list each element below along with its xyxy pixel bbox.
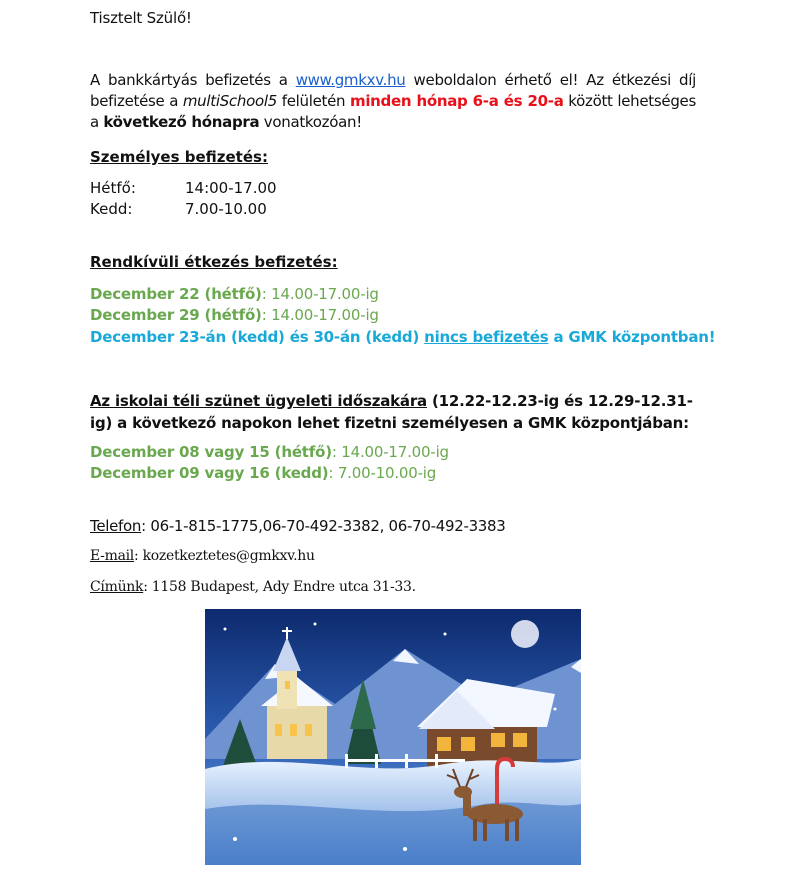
extra-payment-heading: Rendkívüli étkezés befizetés: [90, 253, 338, 271]
holiday-time: : 7.00-10.00-ig [328, 464, 437, 482]
holiday-date: December 09 vagy 16 (kedd) [90, 464, 329, 482]
schedule-time: 7.00-10.00 [185, 200, 267, 218]
extra-time: : 14.00-17.00-ig [261, 306, 379, 324]
extra-time: : 14.00-17.00-ig [261, 285, 379, 303]
intro-red-highlight: minden hónap 6-a és 20-a [349, 92, 564, 110]
website-link[interactable]: www.gmkxv.hu [295, 71, 406, 89]
address-label: Címünk [90, 579, 144, 595]
holiday-date-line [90, 464, 436, 482]
phone-value: : 06-1-815-1775,06-70-492-3382, 06-70-492-3383 [141, 517, 506, 535]
holiday-text: (12.22-12.23-ig és 12.29-12.31-ig) a következő napokon lehet fizetni személyesen a GMK központjában: [90, 392, 693, 432]
notice-text-2: a GMK központban! [548, 328, 716, 346]
holiday-paragraph [90, 390, 696, 434]
holiday-underlined: Az iskolai téli szünet ügyeleti időszakára [90, 392, 427, 410]
schedule-row [90, 179, 277, 197]
address-value: : 1158 Budapest, Ady Endre utca 31-33. [143, 579, 416, 595]
address-line [90, 579, 416, 595]
winter-village-picture [205, 609, 581, 865]
schedule-day: Hétfő: [90, 179, 136, 197]
intro-italic: multiSchool5 [182, 92, 277, 110]
intro-text-5: vonatkozóan! [259, 113, 362, 131]
notice-underlined: nincs befizetés [424, 328, 549, 346]
phone-label: Telefon [90, 517, 142, 535]
extra-date-line [90, 306, 379, 324]
holiday-date-line [90, 443, 449, 461]
email-label: E-mail [90, 548, 134, 564]
schedule-day: Kedd: [90, 200, 133, 218]
phone-line [90, 517, 506, 535]
intro-text-3: felületén [276, 92, 350, 110]
holiday-time: : 14.00-17.00-ig [331, 443, 449, 461]
personal-payment-heading: Személyes befizetés: [90, 148, 268, 166]
email-line [90, 548, 315, 564]
extra-date-line [90, 285, 379, 303]
schedule-time: 14:00-17.00 [185, 179, 277, 197]
intro-bold: következő hónapra [103, 113, 260, 131]
holiday-date: December 08 vagy 15 (hétfő) [90, 443, 332, 461]
email-value: : kozetkeztetes@gmkxv.hu [134, 548, 315, 564]
notice-text-1: December 23-án (kedd) és 30-án (kedd) [90, 328, 425, 346]
greeting: Tisztelt Szülő! [90, 9, 192, 27]
intro-text-2: weboldalon érhető el! Az étkezési díj befizetése a [90, 71, 697, 110]
extra-date: December 29 (hétfő) [90, 306, 262, 324]
schedule-row [90, 200, 267, 218]
extra-date: December 22 (hétfő) [90, 285, 262, 303]
no-payment-notice [90, 328, 715, 346]
intro-text-4: között lehetséges a [90, 92, 697, 131]
intro-paragraph [90, 70, 696, 133]
intro-text-1: A bankkártyás befizetés a [90, 71, 296, 89]
